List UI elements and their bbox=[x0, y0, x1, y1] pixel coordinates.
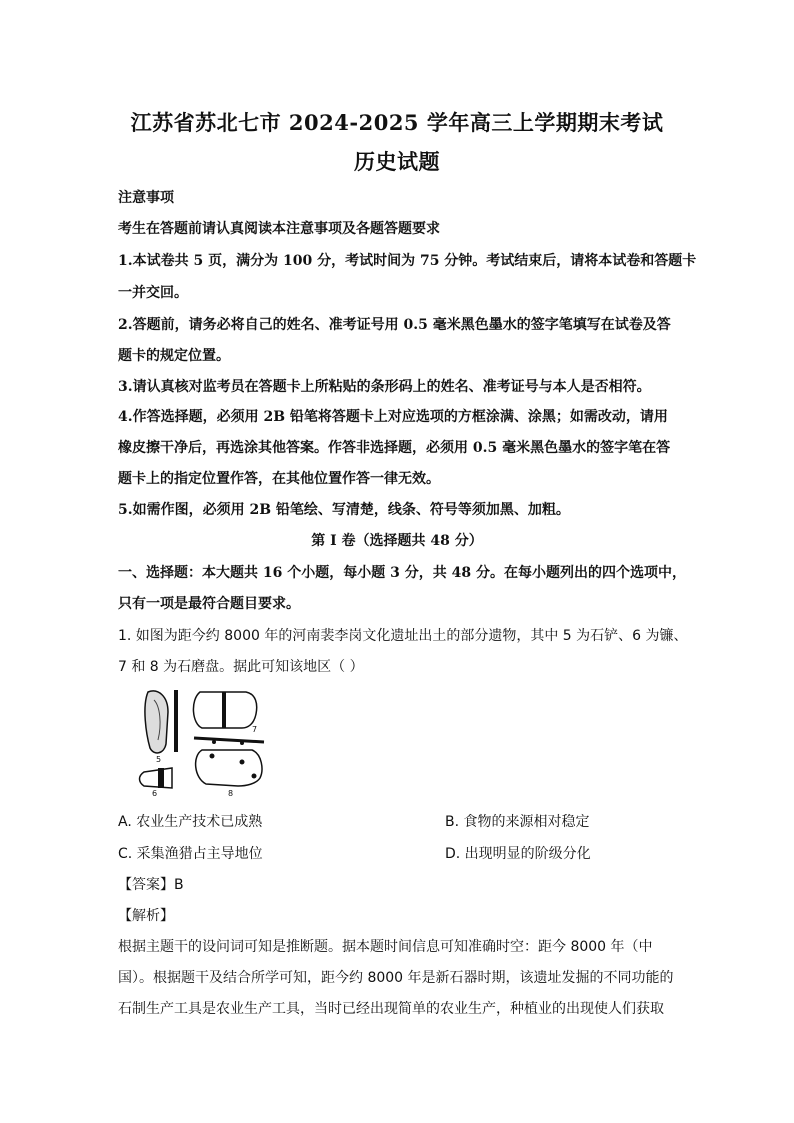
notice-line: 5.如需作图，必须用 2B 铅笔绘、写清楚，线条、符号等须加黑、加粗。 bbox=[118, 502, 570, 518]
figure-label-8: 8 bbox=[228, 789, 234, 796]
answer-label: 【答案】B bbox=[118, 877, 184, 893]
question-stem: 1. 如图为距今约 8000 年的河南裴李岗文化遗址出土的部分遗物，其中 5 为石铲、6 为镰、 bbox=[118, 628, 688, 644]
option-c[interactable]: C. 采集渔猎占主导地位 bbox=[118, 846, 263, 862]
option-b[interactable]: B. 食物的来源相对稳定 bbox=[445, 814, 590, 830]
analysis-line: 石制生产工具是农业生产工具，当时已经出现简单的农业生产，种植业的出现使人们获取 bbox=[118, 1001, 664, 1017]
notice-line: 一并交回。 bbox=[118, 285, 188, 301]
notice-line: 1.本试卷共 5 页，满分为 100 分，考试时间为 75 分钟。考试结束后，请将本试卷和答题卡 bbox=[118, 253, 697, 269]
notice-line: 题卡的规定位置。 bbox=[118, 348, 230, 364]
exam-subtitle: 历史试题 bbox=[354, 149, 440, 174]
figure-label-6: 6 bbox=[152, 789, 158, 796]
section-title: 第 I 卷（选择题共 48 分） bbox=[311, 533, 483, 549]
grinding-slab-8 bbox=[196, 750, 262, 796]
section-instruction: 一、选择题：本大题共 16 个小题，每小题 3 分，共 48 分。在每小题列出的四个选项中， bbox=[118, 565, 686, 581]
notice-line: 3.请认真核对监考员在答题卡上所粘贴的条形码上的姓名、准考证号与本人是否相符。 bbox=[118, 379, 651, 395]
notice-line: 4.作答选择题，必须用 2B 铅笔将答题卡上对应选项的方框涂满、涂黑；如需改动，请用 bbox=[118, 409, 668, 425]
notice-line: 橡皮擦干净后，再选涂其他答案。作答非选择题，必须用 0.5 毫米黑色墨水的签字笔在答 bbox=[118, 440, 671, 456]
exam-title: 江苏省苏北七市 2024-2025 学年高三上学期期末考试 bbox=[130, 110, 664, 135]
notice-heading: 注意事项 bbox=[118, 190, 174, 206]
grinding-slab-7 bbox=[193, 692, 264, 745]
sickle-6 bbox=[140, 768, 173, 796]
figure-label-7: 7 bbox=[252, 725, 258, 734]
option-a[interactable]: A. 农业生产技术已成熟 bbox=[118, 814, 263, 830]
question-stem: 7 和 8 为石磨盘。据此可知该地区（ ） bbox=[118, 659, 364, 675]
notice-line: 题卡上的指定位置作答，在其他位置作答一律无效。 bbox=[118, 471, 440, 487]
artifact-figure bbox=[118, 684, 268, 796]
analysis-line: 根据主题干的设问词可知是推断题。据本题时间信息可知准确时空：距今 8000 年（中 bbox=[118, 939, 653, 955]
section-instruction: 只有一项是最符合题目要求。 bbox=[118, 596, 300, 612]
figure-label-5: 5 bbox=[156, 755, 162, 764]
notice-intro: 考生在答题前请认真阅读本注意事项及各题答题要求 bbox=[118, 221, 440, 237]
option-d[interactable]: D. 出现明显的阶级分化 bbox=[445, 846, 591, 862]
notice-line: 2.答题前，请务必将自己的姓名、准考证号用 0.5 毫米黑色墨水的签字笔填写在试卷及答 bbox=[118, 317, 671, 333]
analysis-line: 国）。根据题干及结合所学可知，距今约 8000 年是新石器时期，该遗址发掘的不同功能的 bbox=[118, 970, 674, 986]
stone-shovel-5 bbox=[145, 690, 178, 764]
analysis-heading: 【解析】 bbox=[118, 908, 174, 924]
